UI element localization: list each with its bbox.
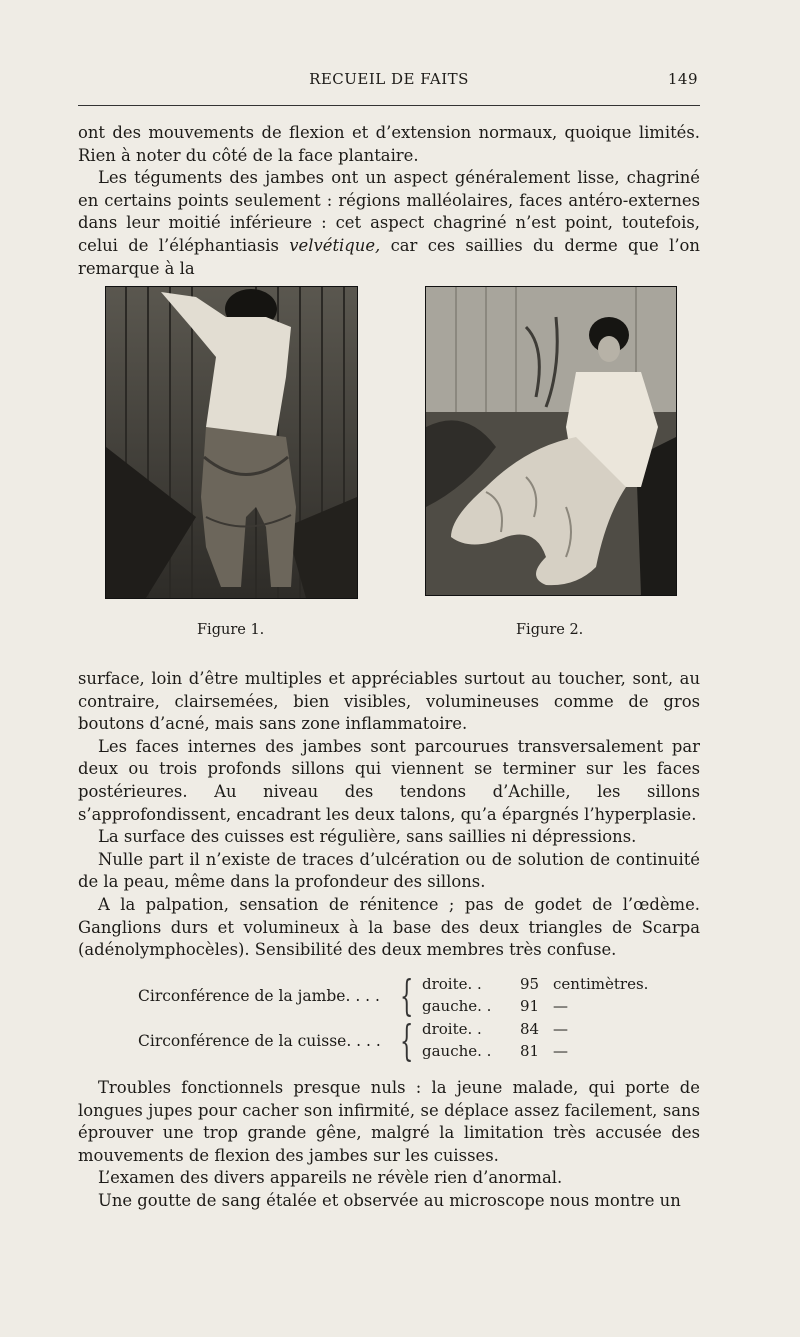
italic-velvetique: velvétique, — [289, 235, 381, 255]
figure-1-photo — [105, 286, 358, 599]
paragraph-continued-surface: surface, loin d’être multiples et appréciables surtout au toucher, sont, au contraire, clairsemées, bien visibles, volumineuses comme de gros boutons d’acné, mais sans zone inflammatoire. — [78, 669, 700, 734]
header-rule — [78, 105, 700, 106]
paragraph-surface-cuisses: La surface des cuisses est régulière, sans saillies ni dépressions. — [98, 827, 637, 847]
text-block-bottom — [78, 1077, 700, 1213]
label-jambe: Circonférence de la jambe. . . . — [138, 987, 380, 1005]
value-jambe-gauche: 91 — [520, 997, 540, 1015]
paragraph-teguments-tail: car ces saillies du derme que l’on remarque à la — [78, 235, 700, 278]
figure-2-caption: Figure 2. — [516, 622, 584, 638]
paragraph-teguments-text: Les téguments des jambes ont un aspect généralement lisse, chagriné en certains points seulement : régions malléolaires, faces antéro-externes dans leur moitié inférieure : cet aspect chagriné n’est point, toutefois, celui de l’éléphantiasis — [78, 168, 700, 255]
paragraph-examen: L’examen des divers appareils ne révèle rien d’anormal. — [98, 1168, 563, 1188]
paragraph-troubles: Troubles fonctionnels presque nuls : la jeune malade, qui porte de longues jupes pour cacher son infirmité, se déplace assez facilement, sans éprouver une trop grande gêne, malgré la limitation très accusée des mouvements de flexion des jambes sur les cuisses. — [78, 1078, 700, 1165]
value-jambe-droite: 95 — [520, 975, 540, 993]
paragraph-continued-top: ont des mouvements de flexion et d’extension normaux, quoique limités. Rien à noter du côté de la face plantaire. — [78, 123, 700, 165]
measurement-row-jambe — [78, 971, 700, 1020]
side-droite: droite. . — [422, 975, 482, 993]
paragraph-nulle-part: Nulle part il n’existe de traces d’ulcération ou de solution de continuité de la peau, même dans la profondeur des sillons. — [78, 849, 700, 892]
value-cuisse-gauche: 81 — [520, 1042, 540, 1060]
figure-2-photo — [425, 286, 677, 596]
brace: { — [400, 1016, 414, 1065]
text-block-middle — [78, 668, 700, 962]
brace: { — [400, 971, 414, 1020]
paragraph-teguments — [78, 167, 700, 280]
unit-centimetres: centimètres. — [553, 975, 649, 993]
paragraph-palpation: A la palpation, sensation de rénitence ; pas de godet de l’œdème. Ganglions durs et volumineux à la base des deux triangles de Scarpa (adénolymphocèles). Sensibilité des deux membres très confuse. — [78, 894, 700, 960]
page-number: 149 — [667, 70, 698, 88]
ditto-mark: — — [553, 997, 568, 1015]
measurements-table — [78, 971, 700, 1065]
figure-1-caption: Figure 1. — [197, 622, 265, 638]
paragraph-goutte: Une goutte de sang étalée et observée au microscope nous montre un — [98, 1190, 681, 1210]
value-cuisse-droite: 84 — [520, 1020, 540, 1038]
paragraph-faces-internes: Les faces internes des jambes sont parcourues transversalement par deux ou trois profonds sillons qui viennent se terminer sur les faces postérieures. Au niveau des tendons d’Achille, les sillons s’approfondissent, encadrant les deux talons, qu’a épargnés l’hyperplasie. — [78, 736, 700, 824]
ditto-mark: — — [553, 1042, 568, 1060]
running-title: RECUEIL DE FAITS — [309, 70, 469, 88]
label-cuisse: Circonférence de la cuisse. . . . — [138, 1032, 381, 1050]
side-droite: droite. . — [422, 1020, 482, 1038]
text-block-top — [78, 122, 700, 280]
side-gauche: gauche. . — [422, 997, 492, 1015]
side-gauche: gauche. . — [422, 1042, 492, 1060]
running-head — [78, 70, 700, 92]
measurement-row-cuisse — [78, 1016, 700, 1065]
ditto-mark: — — [553, 1020, 568, 1038]
